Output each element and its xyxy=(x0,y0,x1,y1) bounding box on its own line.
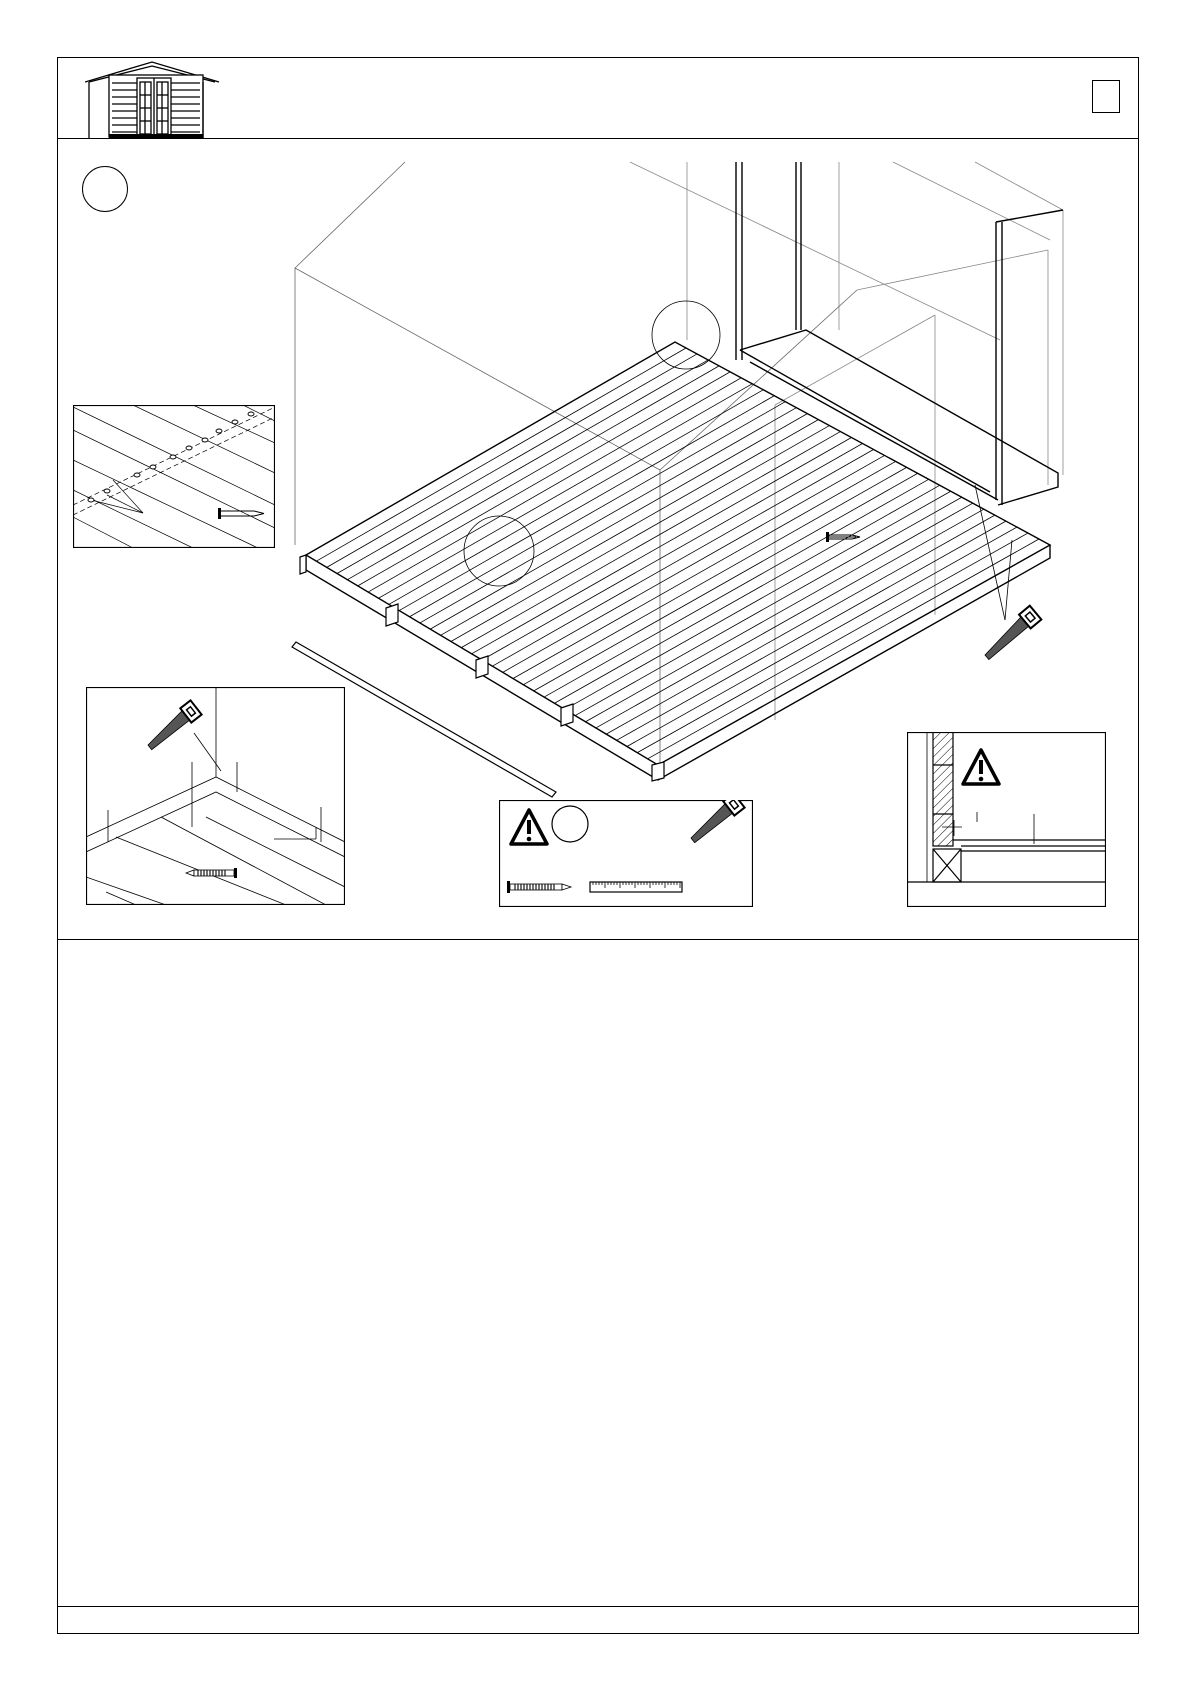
floor-board-line xyxy=(389,390,763,605)
floor-board-line xyxy=(534,473,918,691)
floor-board-line xyxy=(347,366,719,580)
floor-board-line xyxy=(617,521,1006,740)
tools-notice-panel xyxy=(499,800,753,907)
ruler-icon xyxy=(590,882,682,892)
floor-board-line xyxy=(482,444,863,661)
wall-section-detail-panel xyxy=(907,732,1106,907)
footer-divider xyxy=(57,1606,1139,1607)
floor-board-line xyxy=(575,497,962,715)
floor-board-line xyxy=(337,360,708,574)
floor-board-line xyxy=(627,527,1017,746)
floor-board-line xyxy=(554,485,939,703)
floor-board-line xyxy=(637,533,1028,753)
floor-board-line xyxy=(316,348,686,561)
floor-board-line xyxy=(358,372,730,586)
saw-icon xyxy=(979,606,1041,662)
floor-board-line xyxy=(648,539,1039,759)
floor-board-line xyxy=(503,455,885,672)
floor-board-line xyxy=(565,491,951,709)
floor-board-line xyxy=(451,426,829,642)
floor-board-line xyxy=(513,461,896,678)
floor-board-line xyxy=(368,378,741,592)
floor-board-line xyxy=(596,509,984,728)
floor-board-line xyxy=(606,515,995,734)
floor-board-line xyxy=(430,414,807,629)
floor-board-line xyxy=(544,479,929,697)
floor-board-line xyxy=(472,438,852,654)
floor-board-line xyxy=(492,449,873,666)
floor-board-line xyxy=(327,354,697,567)
floor-board-line xyxy=(410,402,786,617)
nail-pattern-detail-panel xyxy=(73,405,275,548)
floor-board-line xyxy=(378,384,752,598)
floor-board-line xyxy=(461,432,840,648)
floor-board-line xyxy=(441,420,819,636)
floor-board-line xyxy=(523,467,906,684)
floor-board-line xyxy=(420,408,796,623)
corner-cut-detail-panel xyxy=(86,687,345,905)
floor-board-line xyxy=(399,396,774,611)
floor-board-line xyxy=(586,503,973,722)
step-badge-circle xyxy=(552,806,588,842)
